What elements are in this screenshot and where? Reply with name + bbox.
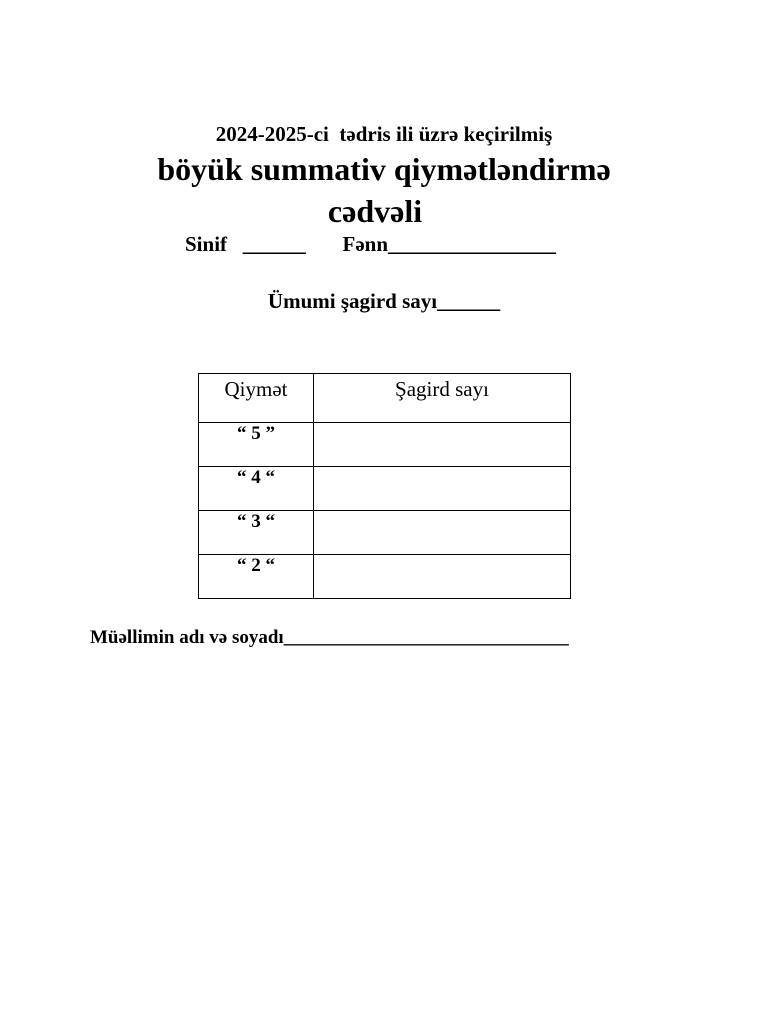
table-row: [199, 467, 571, 511]
document-title-line-2: cədvəli: [327, 193, 423, 229]
teacher-name-field: Müəllimin adı və soyadı______________________________: [90, 627, 569, 648]
table-header-row: [199, 374, 571, 423]
table-row: [199, 423, 571, 467]
grade-cell: “ 3 “: [199, 511, 314, 555]
student-count-cell: [314, 511, 571, 555]
grade-column-header: Qiymət: [199, 374, 314, 423]
grade-cell: “ 5 ”: [199, 423, 314, 467]
document-title-line-1: böyük summativ qiymətləndirmə: [157, 151, 611, 187]
table-row: [199, 555, 571, 599]
grade-cell: “ 2 “: [199, 555, 314, 599]
grades-table: [198, 373, 571, 599]
grade-cell: “ 4 “: [199, 467, 314, 511]
total-students-field: Ümumi şagird sayı______: [267, 289, 501, 313]
table-row: [199, 511, 571, 555]
student-count-cell: [314, 555, 571, 599]
class-subject-field: Sinif ______ Fənn________________: [185, 232, 557, 256]
student-count-cell: [314, 423, 571, 467]
student-count-cell: [314, 467, 571, 511]
academic-year-line: 2024-2025-ci tədris ili üzrə keçirilmiş: [215, 122, 553, 146]
student-count-column-header: Şagird sayı: [314, 374, 571, 423]
